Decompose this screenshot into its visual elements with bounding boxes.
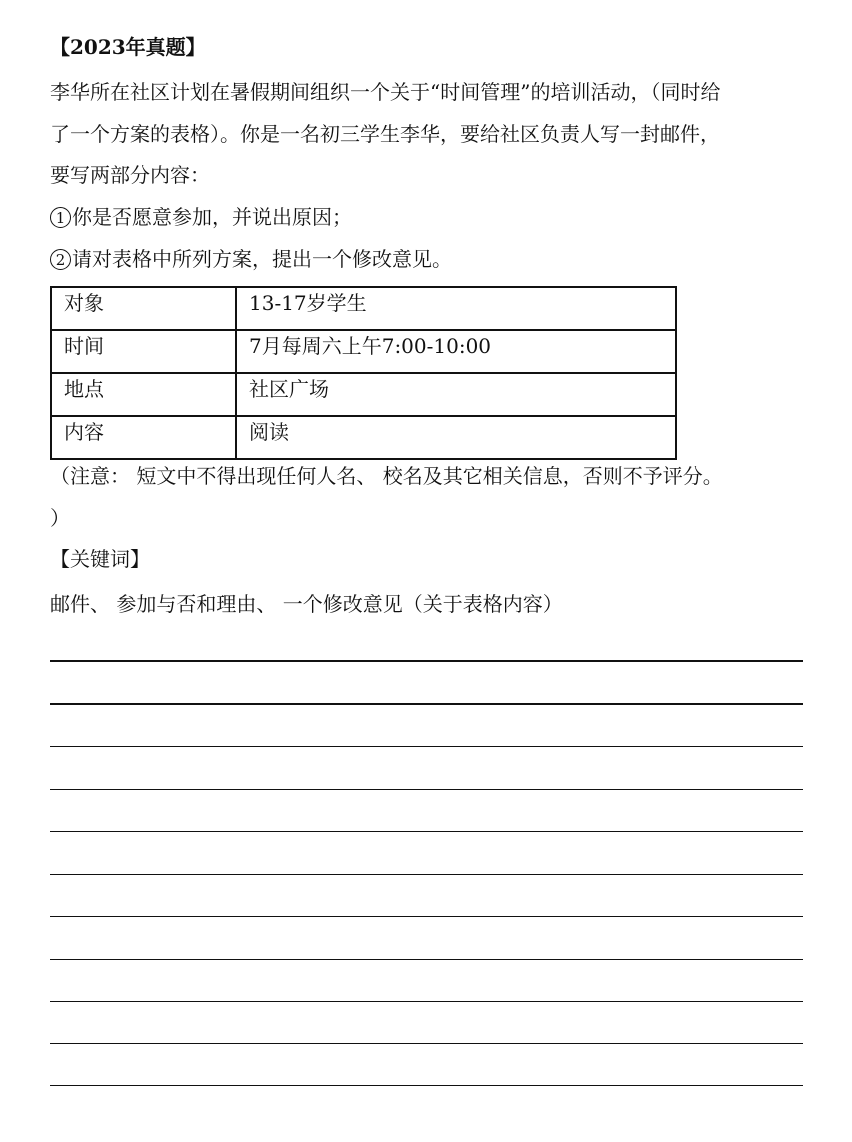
answer-line[interactable]	[50, 916, 803, 917]
table-key-cell: 时间	[51, 330, 236, 373]
prompt-line-2: 了一个方案的表格）。你是一名初三学生李华，要给社区负责人写一封邮件，	[50, 122, 720, 146]
answer-line[interactable]	[50, 1001, 803, 1002]
table-row	[51, 373, 676, 416]
keywords-text: 邮件、 参加与否和理由、 一个修改意见（关于表格内容）	[50, 592, 563, 616]
table-key-cell: 内容	[51, 416, 236, 459]
circled-number-2: 2	[50, 249, 71, 270]
prompt-line-3: 要写两部分内容：	[50, 163, 210, 187]
circled-number-1: 1	[50, 207, 71, 228]
table-key-cell: 地点	[51, 373, 236, 416]
answer-line[interactable]	[50, 831, 803, 832]
keywords-heading: 【关键词】	[50, 547, 150, 571]
requirement-2	[50, 246, 452, 272]
answer-line[interactable]	[50, 703, 803, 705]
table-value-cell: 阅读	[236, 416, 676, 459]
table-value-cell: 7月每周六上午7:00-10:00	[236, 330, 676, 373]
plan-table	[50, 286, 677, 460]
exam-heading: 【2023年真题】	[50, 35, 206, 59]
answer-line[interactable]	[50, 1043, 803, 1044]
table-key-cell: 对象	[51, 287, 236, 330]
table-row	[51, 287, 676, 330]
prompt-line-1: 李华所在社区计划在暑假期间组织一个关于“时间管理”的培训活动，（同时给	[50, 80, 721, 104]
answer-line[interactable]	[50, 874, 803, 875]
answer-line[interactable]	[50, 746, 803, 747]
requirement-2-text: 请对表格中所列方案，提出一个修改意见。	[72, 247, 452, 271]
table-row	[51, 416, 676, 459]
answer-line[interactable]	[50, 789, 803, 790]
requirement-1	[50, 204, 352, 230]
answer-line[interactable]	[50, 1085, 803, 1086]
note-line-2: ）	[50, 506, 70, 530]
table-value-cell: 13-17岁学生	[236, 287, 676, 330]
answer-line[interactable]	[50, 660, 803, 662]
answer-line[interactable]	[50, 959, 803, 960]
note-line-1: （注意： 短文中不得出现任何人名、 校名及其它相关信息，否则不予评分。	[50, 464, 723, 488]
table-row	[51, 330, 676, 373]
table-value-cell: 社区广场	[236, 373, 676, 416]
requirement-1-text: 你是否愿意参加，并说出原因；	[72, 205, 352, 229]
